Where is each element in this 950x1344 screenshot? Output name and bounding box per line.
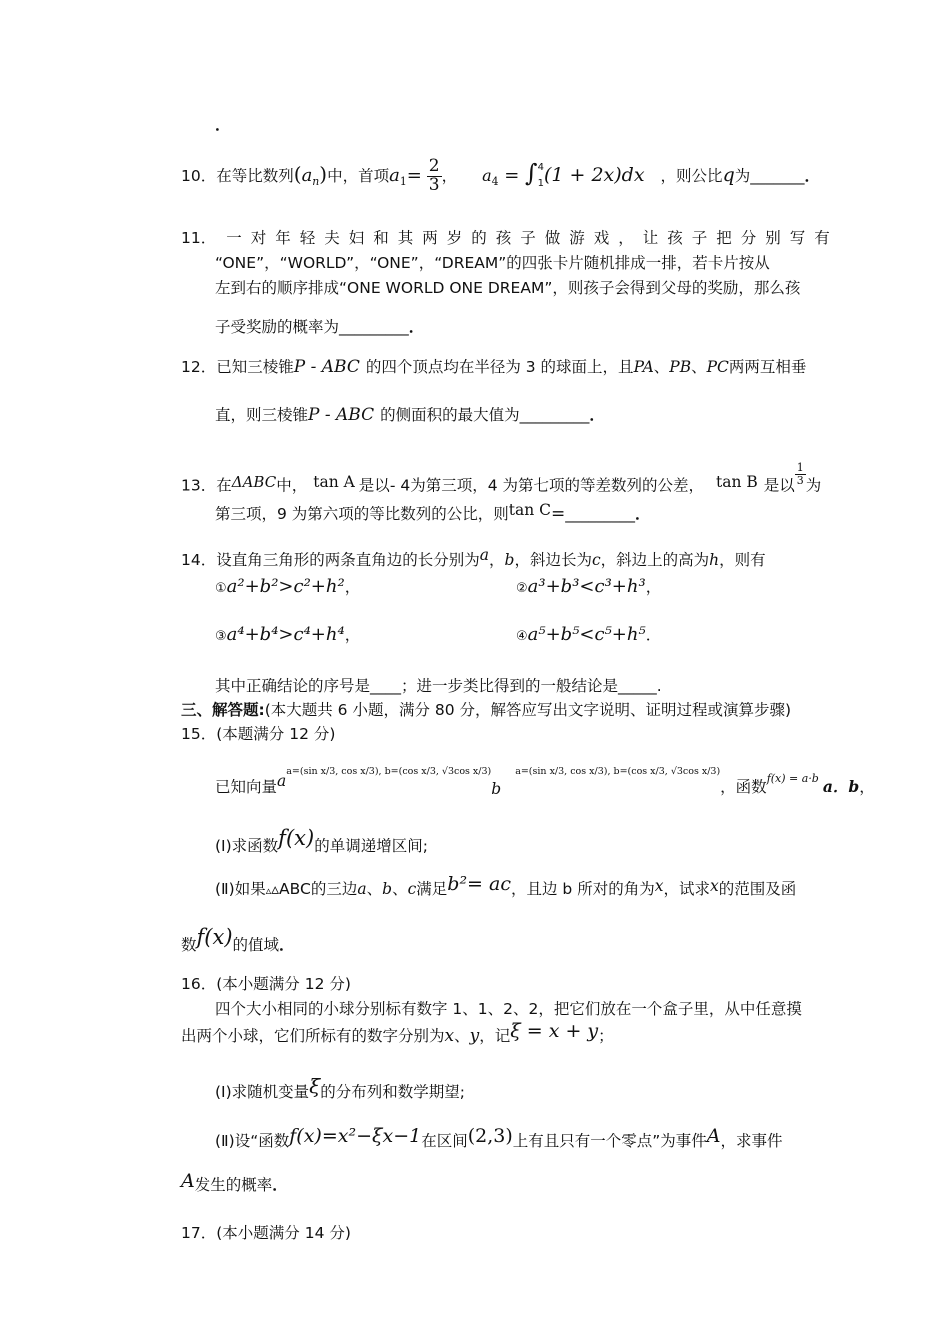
question-number: 14．	[181, 551, 217, 569]
function-definition: f(x) = a·b	[766, 772, 819, 785]
leg-a: a	[479, 546, 489, 564]
edge-pb: PB	[669, 358, 692, 376]
height-h: h	[709, 551, 720, 569]
question-11	[181, 229, 839, 248]
answer-blank: _________	[339, 318, 409, 336]
q11-line-2: “ONE”，“WORLD”，“ONE”，“DREAM”的四张卡片随机排成一排，若卡片按从	[215, 254, 770, 272]
equals-sign: =	[406, 164, 422, 186]
question-number: 15．	[181, 725, 217, 743]
question-number: 13．	[181, 476, 217, 495]
fraction-2-3: $\frac{2}{3}$	[428, 156, 440, 195]
vector-b: b	[491, 780, 502, 798]
dot-product: a．b	[822, 777, 860, 796]
inequality-4: a⁵+b⁵<c⁵+h⁵	[527, 624, 646, 645]
q16-part-1: (Ⅰ)求随机变量ξ的分布列和数学期望;	[215, 1074, 465, 1101]
question-number: 12．	[181, 358, 217, 376]
q16-part-2-cont: A发生的概率．	[181, 1170, 288, 1194]
hypotenuse-c: c	[591, 551, 601, 569]
angle-x: x	[654, 877, 664, 895]
question-16-header	[181, 975, 351, 994]
q11-line-4: 子受奖励的概率为_________．	[215, 318, 425, 336]
q11-line-1: 一对年轻夫妇和其两岁的孩子做游戏，让孩子把分别写有	[226, 229, 839, 247]
answer-blank: _______	[750, 166, 805, 185]
xi-symbol: ξ	[309, 1074, 321, 1098]
q16-part-2: (Ⅱ)设“函数f(x)=x²−ξx−1在区间(2,3)上有且只有一个零点”为事件A，求事件	[215, 1125, 783, 1150]
a4-symbol: a	[482, 165, 492, 185]
question-13: 13．在ΔABC中， tan A 是以- 4为第三项，4 为第七项的等差数列的公差， tan B 是以 $\frac{1}{3}$ 为	[181, 461, 822, 495]
q11-line-3: 左到右的顺序排成“ONE WORLD ONE DREAM”，则孩子会得到父母的奖励，那么孩	[215, 279, 801, 297]
inequality-3: a⁴+b⁴>c⁴+h⁴	[226, 624, 345, 645]
question-10: 10．在等比数列$(a_n)$中，首项$a_1=$ $\frac{2}{3}$ ， $a_4$ = ∫ 4 1 (1 + 2x)dx ，则公比q为_______．	[181, 156, 821, 195]
option-1: ①a²+b²>c²+h²，	[215, 576, 361, 597]
q14-conclusion: 其中正确结论的序号是____；进一步类比得到的一般结论是_____.	[215, 677, 662, 695]
a1-symbol: a	[389, 164, 400, 186]
q16-line-1: 四个大小相同的小球分别标有数字 1、1、2、2，把它们放在一个盒子里，从中任意摸	[215, 1000, 802, 1018]
tan-c: tan C	[508, 501, 552, 519]
side-condition: b²= ac	[447, 873, 511, 895]
answer-blank: _________	[565, 505, 636, 523]
triangle-symbol: ▵	[265, 884, 272, 897]
edge-pc: PC	[706, 358, 729, 376]
q16-line-2: 出两个小球，它们所标有的数字分别为x、y，记ξ = x + y；	[181, 1020, 614, 1046]
q12-line-2: 直，则三棱锥P - ABC 的侧面积的最大值为_________．	[215, 405, 605, 425]
question-number: 17．	[181, 1224, 217, 1242]
leg-b: b	[504, 551, 515, 569]
integral-sign: ∫	[525, 158, 538, 187]
event-a: A	[706, 1125, 721, 1147]
option-3: ③a⁴+b⁴>c⁴+h⁴，	[215, 624, 361, 645]
question-number: 10．	[181, 166, 217, 185]
section-title: 三、解答题:	[181, 701, 265, 719]
function-f: f(x)	[278, 826, 315, 850]
score-note: (本小题满分 14 分)	[216, 1224, 351, 1242]
vector-definition: a=(sin x/3, cos x/3), b=(cos x/3, √3cos x/3)	[515, 766, 721, 777]
tan-a: tan A	[313, 472, 355, 491]
question-17-header	[181, 1224, 351, 1243]
option-2: ②a³+b³<c³+h³，	[516, 576, 662, 597]
option-4: ④a⁵+b⁵<c⁵+h⁵．	[516, 624, 662, 645]
integral-limits: 4 1	[537, 162, 544, 190]
pyramid-label: P - ABC	[293, 357, 360, 377]
seq-subscript: n	[312, 174, 320, 188]
pyramid-label: P - ABC	[308, 405, 375, 425]
score-note: (本小题满分 12 分)	[216, 975, 351, 993]
inequality-2: a³+b³<c³+h³	[527, 576, 646, 597]
q15-stem: 已知向量aa=(sin x/3, cos x/3), b=(cos x/3, √3cos x/3)ba=(sin x/3, cos x/3), b=(cos x/3, √3cos x/3)，函数$_{f(x) = a\cdot b}$ a．b，	[215, 766, 875, 798]
a1-subscript: 1	[399, 174, 407, 188]
q10-text: 在等比数列	[216, 166, 294, 185]
question-14: 14．设直角三角形的两条直角边的长分别为a，b，斜边长为c，斜边上的高为h，则有	[181, 546, 766, 569]
integrand: (1 + 2x)dx	[543, 163, 645, 186]
vector-definition: a=(sin x/3, cos x/3), b=(cos x/3, √3cos x/3)	[286, 766, 492, 777]
ratio-symbol: q	[722, 163, 735, 186]
a4-subscript: 4	[491, 174, 499, 188]
function-definition: f(x)=x²−ξx−1	[289, 1125, 422, 1147]
negative-four: - 4	[389, 476, 411, 495]
section-note: (本大题共 6 小题，满分 80 分，解答应写出文字说明、证明过程或演算步骤)	[264, 701, 792, 719]
vector-a: a	[277, 772, 287, 790]
function-f: f(x)	[196, 925, 233, 949]
triangle-abc: ▵ABC	[271, 880, 311, 898]
seq-symbol: a	[301, 164, 313, 186]
score-note: (本题满分 12 分)	[216, 725, 336, 743]
tan-b: tan B	[716, 472, 758, 491]
q15-part-2-cont: 数f(x)的值域．	[181, 925, 295, 954]
interval: (2,3)	[467, 1125, 513, 1147]
event-a: A	[181, 1170, 195, 1192]
question-15-header	[181, 725, 335, 744]
edge-pa: PA	[633, 358, 654, 376]
inequality-1: a²+b²>c²+h²	[226, 576, 345, 597]
answer-blank: _________	[519, 406, 590, 424]
continuation-dot: ．	[215, 116, 231, 134]
question-12: 12．已知三棱锥P - ABC 的四个顶点均在半径为 3 的球面上，且PA、PB、PC两两互相垂	[181, 357, 807, 377]
xi-definition: ξ = x + y	[510, 1020, 599, 1042]
q10-text: 中，首项	[327, 166, 390, 185]
fraction-1-3: $\frac{1}{3}$	[796, 461, 804, 487]
triangle-abc: ΔABC	[231, 472, 277, 491]
q15-part-2: (Ⅱ)如果▵▵ABC的三边a、b、c满足b²= ac，且边 b 所对的角为x，试求x的范围及函	[215, 873, 797, 898]
section-3-header	[181, 701, 791, 720]
question-number: 11．	[181, 229, 217, 247]
q15-part-1: (Ⅰ)求函数f(x)的单调递增区间;	[215, 826, 428, 855]
q13-line-2: 第三项，9 为第六项的等比数列的公比，则tan C=_________．	[215, 501, 651, 524]
question-number: 16．	[181, 975, 217, 993]
